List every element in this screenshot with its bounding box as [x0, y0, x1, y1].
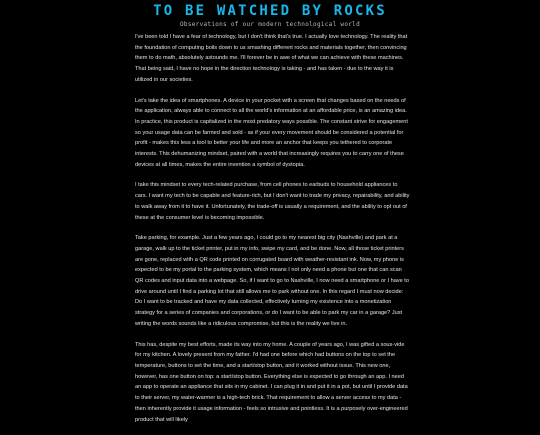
site-header	[0, 0, 540, 29]
site-subtitle: Observations of our modern technological world	[180, 21, 360, 28]
site-title[interactable]: TO BE WATCHED BY ROCKS	[153, 3, 387, 19]
article-body	[135, 32, 410, 435]
article-paragraph-5: This has, despite my best efforts, made its way into my home. A couple of years ago, I was gifted a sous-vide for my kitchen. A lovely present from my father. I'd had one before which had buttons on the top to set the temperature, buttons to set the time, and a start/stop button, and it worked without issue. This new one, however, has one button on top: a start/stop button. Everything else is expected to go through an app. I need an app to operate an appliance that sits in my cabinet. I can plug it in and put it in a pot, but until I provide data to their server, my water-warmer is a high-tech brick. That requirement to allow a server access to my data - then inherently provide it usage information - feels so intrusive and pointless. It is a purposely over-engineered product that will likely	[135, 341, 408, 423]
article-paragraph-4: Take parking, for example. Just a few years ago, I could go to my nearest big city (Nashville) and park at a garage, walk up to the ticket printer, put in my info, swipe my card, and be done. Now, all those ticket printers are gone, replaced with a QR code printed on corrugated board with weather-resistant ink. Now, my phone is expected to be my portal to the parking system, which means I not only need a phone but one that can scan QR codes and input data into a webpage. So, if I want to go to Nashville, I now need a smartphone or I have to drive around until I find a parking lot that still allows me to park without one. In this regard I must now decide: Do I want to be tracked and have my data collected, effectively turning my existence into a monetization strategy for a series of companies and corporations, or do I want to be able to park my car in a garage? Just writing the words sounds like a ridiculous compromise, but this is the reality we live in.	[135, 235, 409, 327]
article-paragraph-1: I've been told I have a fear of technology, but I don't think that's true. I actually love technology. The reality that the foundation of computing boils down to us smashing different rocks and materials together, then convincing them to do math, absolutely astounds me. I'll forever be in awe of what we can achieve with these machines. That being said, I have no hope in the direction technology is taking - and has taken - due to the way it is utilized in our societies.	[135, 34, 408, 83]
article-paragraph-3: I take this mindset to every tech-related purchase, from cell phones to earbuds to household appliances to cars. I want my tech to be capable and feature-rich, but I don't want to trade my privacy, repairability, and ability to walk away from it to have it. Unfortunately, the trade-off is usually a requirement, and the ability to opt out of these at the consumer level is becoming impossible.	[135, 182, 410, 221]
article-paragraph-2: Let's take the idea of smartphones. A device in your pocket with a screen that changes based on the needs of the application, always able to connect to all the world's information at an affordable price, is an amazing idea. In practice, this product is capitalized in the most predatory ways possible. The constant strive for engagement so your usage data can be farmed and sold - as if your every movement should be considered a potential for profit - makes this less a tool to better your life and more an anchor that keeps you tethered to corporate interests. This dehumanizing mindset, paired with a world that increasingly requires you to carry one of these devices at all times, makes the entire invention a symbol of dystopia.	[135, 97, 408, 168]
